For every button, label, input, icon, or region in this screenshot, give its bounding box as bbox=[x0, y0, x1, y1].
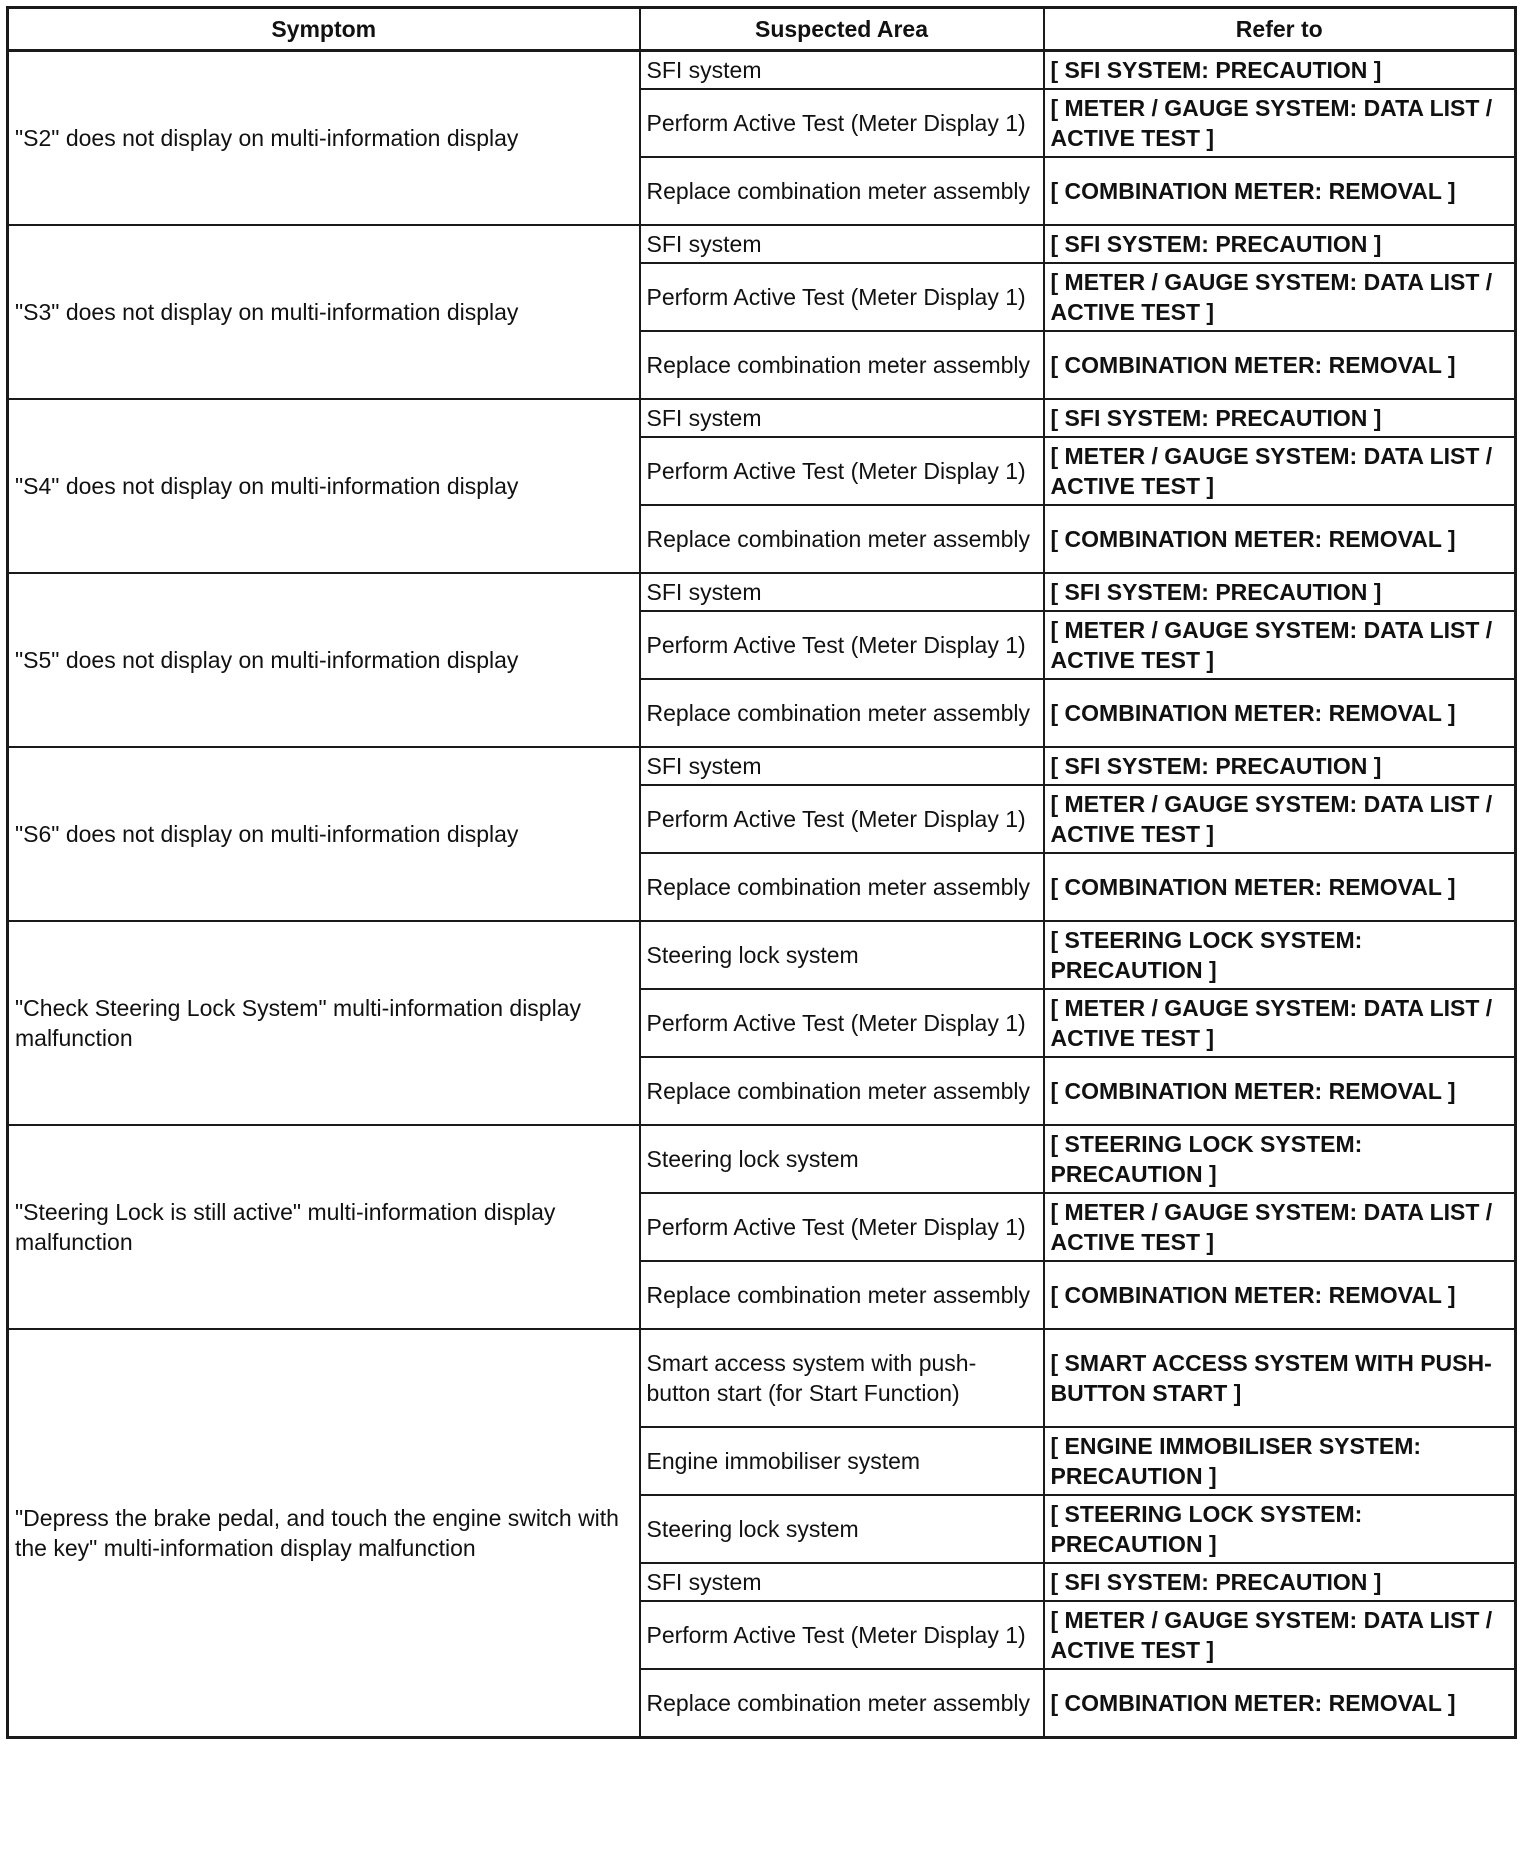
refer-to-link[interactable]: [ METER / GAUGE SYSTEM: DATA LIST / ACTIVE TEST ] bbox=[1044, 785, 1516, 853]
symptom-table bbox=[6, 6, 1517, 1739]
suspected-area-cell: Replace combination meter assembly bbox=[640, 679, 1044, 747]
refer-to-link[interactable]: [ COMBINATION METER: REMOVAL ] bbox=[1044, 853, 1516, 921]
table-row bbox=[8, 51, 1516, 90]
header-suspected-area: Suspected Area bbox=[640, 8, 1044, 51]
table-row bbox=[8, 747, 1516, 785]
refer-to-link[interactable]: [ STEERING LOCK SYSTEM: PRECAUTION ] bbox=[1044, 1495, 1516, 1563]
suspected-area-cell: Perform Active Test (Meter Display 1) bbox=[640, 1601, 1044, 1669]
refer-to-link[interactable]: [ COMBINATION METER: REMOVAL ] bbox=[1044, 505, 1516, 573]
suspected-area-cell: SFI system bbox=[640, 1563, 1044, 1601]
table-row bbox=[8, 1329, 1516, 1427]
suspected-area-cell: Smart access system with push-button start (for Start Function) bbox=[640, 1329, 1044, 1427]
symptom-cell: "Steering Lock is still active" multi-information display malfunction bbox=[8, 1125, 640, 1329]
header-row bbox=[8, 8, 1516, 51]
refer-to-link[interactable]: [ SMART ACCESS SYSTEM WITH PUSH-BUTTON START ] bbox=[1044, 1329, 1516, 1427]
symptom-cell: "S5" does not display on multi-information display bbox=[8, 573, 640, 747]
suspected-area-cell: Replace combination meter assembly bbox=[640, 1057, 1044, 1125]
refer-to-link[interactable]: [ METER / GAUGE SYSTEM: DATA LIST / ACTIVE TEST ] bbox=[1044, 1193, 1516, 1261]
table-row bbox=[8, 399, 1516, 437]
suspected-area-cell: SFI system bbox=[640, 399, 1044, 437]
refer-to-link[interactable]: [ COMBINATION METER: REMOVAL ] bbox=[1044, 1261, 1516, 1329]
refer-to-link[interactable]: [ COMBINATION METER: REMOVAL ] bbox=[1044, 1669, 1516, 1738]
refer-to-link[interactable]: [ METER / GAUGE SYSTEM: DATA LIST / ACTIVE TEST ] bbox=[1044, 89, 1516, 157]
suspected-area-cell: Replace combination meter assembly bbox=[640, 1669, 1044, 1738]
refer-to-link[interactable]: [ COMBINATION METER: REMOVAL ] bbox=[1044, 679, 1516, 747]
table-row bbox=[8, 921, 1516, 989]
header-refer-to: Refer to bbox=[1044, 8, 1516, 51]
suspected-area-cell: SFI system bbox=[640, 573, 1044, 611]
suspected-area-cell: SFI system bbox=[640, 225, 1044, 263]
table-row bbox=[8, 573, 1516, 611]
refer-to-link[interactable]: [ SFI SYSTEM: PRECAUTION ] bbox=[1044, 225, 1516, 263]
table-row bbox=[8, 225, 1516, 263]
header-symptom: Symptom bbox=[8, 8, 640, 51]
refer-to-link[interactable]: [ METER / GAUGE SYSTEM: DATA LIST / ACTIVE TEST ] bbox=[1044, 989, 1516, 1057]
suspected-area-cell: Steering lock system bbox=[640, 1495, 1044, 1563]
symptom-cell: "Depress the brake pedal, and touch the engine switch with the key" multi-information display malfunction bbox=[8, 1329, 640, 1738]
suspected-area-cell: Perform Active Test (Meter Display 1) bbox=[640, 437, 1044, 505]
suspected-area-cell: Replace combination meter assembly bbox=[640, 157, 1044, 225]
page bbox=[6, 6, 1514, 1739]
refer-to-link[interactable]: [ SFI SYSTEM: PRECAUTION ] bbox=[1044, 1563, 1516, 1601]
suspected-area-cell: Perform Active Test (Meter Display 1) bbox=[640, 989, 1044, 1057]
refer-to-link[interactable]: [ COMBINATION METER: REMOVAL ] bbox=[1044, 157, 1516, 225]
refer-to-link[interactable]: [ METER / GAUGE SYSTEM: DATA LIST / ACTIVE TEST ] bbox=[1044, 437, 1516, 505]
refer-to-link[interactable]: [ COMBINATION METER: REMOVAL ] bbox=[1044, 1057, 1516, 1125]
suspected-area-cell: Perform Active Test (Meter Display 1) bbox=[640, 263, 1044, 331]
refer-to-link[interactable]: [ ENGINE IMMOBILISER SYSTEM: PRECAUTION ] bbox=[1044, 1427, 1516, 1495]
suspected-area-cell: Perform Active Test (Meter Display 1) bbox=[640, 611, 1044, 679]
refer-to-link[interactable]: [ METER / GAUGE SYSTEM: DATA LIST / ACTIVE TEST ] bbox=[1044, 1601, 1516, 1669]
refer-to-link[interactable]: [ SFI SYSTEM: PRECAUTION ] bbox=[1044, 51, 1516, 90]
refer-to-link[interactable]: [ COMBINATION METER: REMOVAL ] bbox=[1044, 331, 1516, 399]
suspected-area-cell: Engine immobiliser system bbox=[640, 1427, 1044, 1495]
refer-to-link[interactable]: [ METER / GAUGE SYSTEM: DATA LIST / ACTIVE TEST ] bbox=[1044, 263, 1516, 331]
suspected-area-cell: Replace combination meter assembly bbox=[640, 853, 1044, 921]
refer-to-link[interactable]: [ METER / GAUGE SYSTEM: DATA LIST / ACTIVE TEST ] bbox=[1044, 611, 1516, 679]
suspected-area-cell: Replace combination meter assembly bbox=[640, 1261, 1044, 1329]
symptom-cell: "S3" does not display on multi-information display bbox=[8, 225, 640, 399]
suspected-area-cell: Replace combination meter assembly bbox=[640, 505, 1044, 573]
refer-to-link[interactable]: [ SFI SYSTEM: PRECAUTION ] bbox=[1044, 399, 1516, 437]
symptom-cell: "Check Steering Lock System" multi-information display malfunction bbox=[8, 921, 640, 1125]
suspected-area-cell: Replace combination meter assembly bbox=[640, 331, 1044, 399]
suspected-area-cell: SFI system bbox=[640, 51, 1044, 90]
refer-to-link[interactable]: [ SFI SYSTEM: PRECAUTION ] bbox=[1044, 573, 1516, 611]
refer-to-link[interactable]: [ STEERING LOCK SYSTEM: PRECAUTION ] bbox=[1044, 1125, 1516, 1193]
symptom-cell: "S6" does not display on multi-information display bbox=[8, 747, 640, 921]
refer-to-link[interactable]: [ STEERING LOCK SYSTEM: PRECAUTION ] bbox=[1044, 921, 1516, 989]
symptom-cell: "S2" does not display on multi-information display bbox=[8, 51, 640, 226]
suspected-area-cell: SFI system bbox=[640, 747, 1044, 785]
suspected-area-cell: Steering lock system bbox=[640, 921, 1044, 989]
symptom-cell: "S4" does not display on multi-information display bbox=[8, 399, 640, 573]
refer-to-link[interactable]: [ SFI SYSTEM: PRECAUTION ] bbox=[1044, 747, 1516, 785]
suspected-area-cell: Perform Active Test (Meter Display 1) bbox=[640, 1193, 1044, 1261]
suspected-area-cell: Perform Active Test (Meter Display 1) bbox=[640, 785, 1044, 853]
suspected-area-cell: Perform Active Test (Meter Display 1) bbox=[640, 89, 1044, 157]
suspected-area-cell: Steering lock system bbox=[640, 1125, 1044, 1193]
table-row bbox=[8, 1125, 1516, 1193]
